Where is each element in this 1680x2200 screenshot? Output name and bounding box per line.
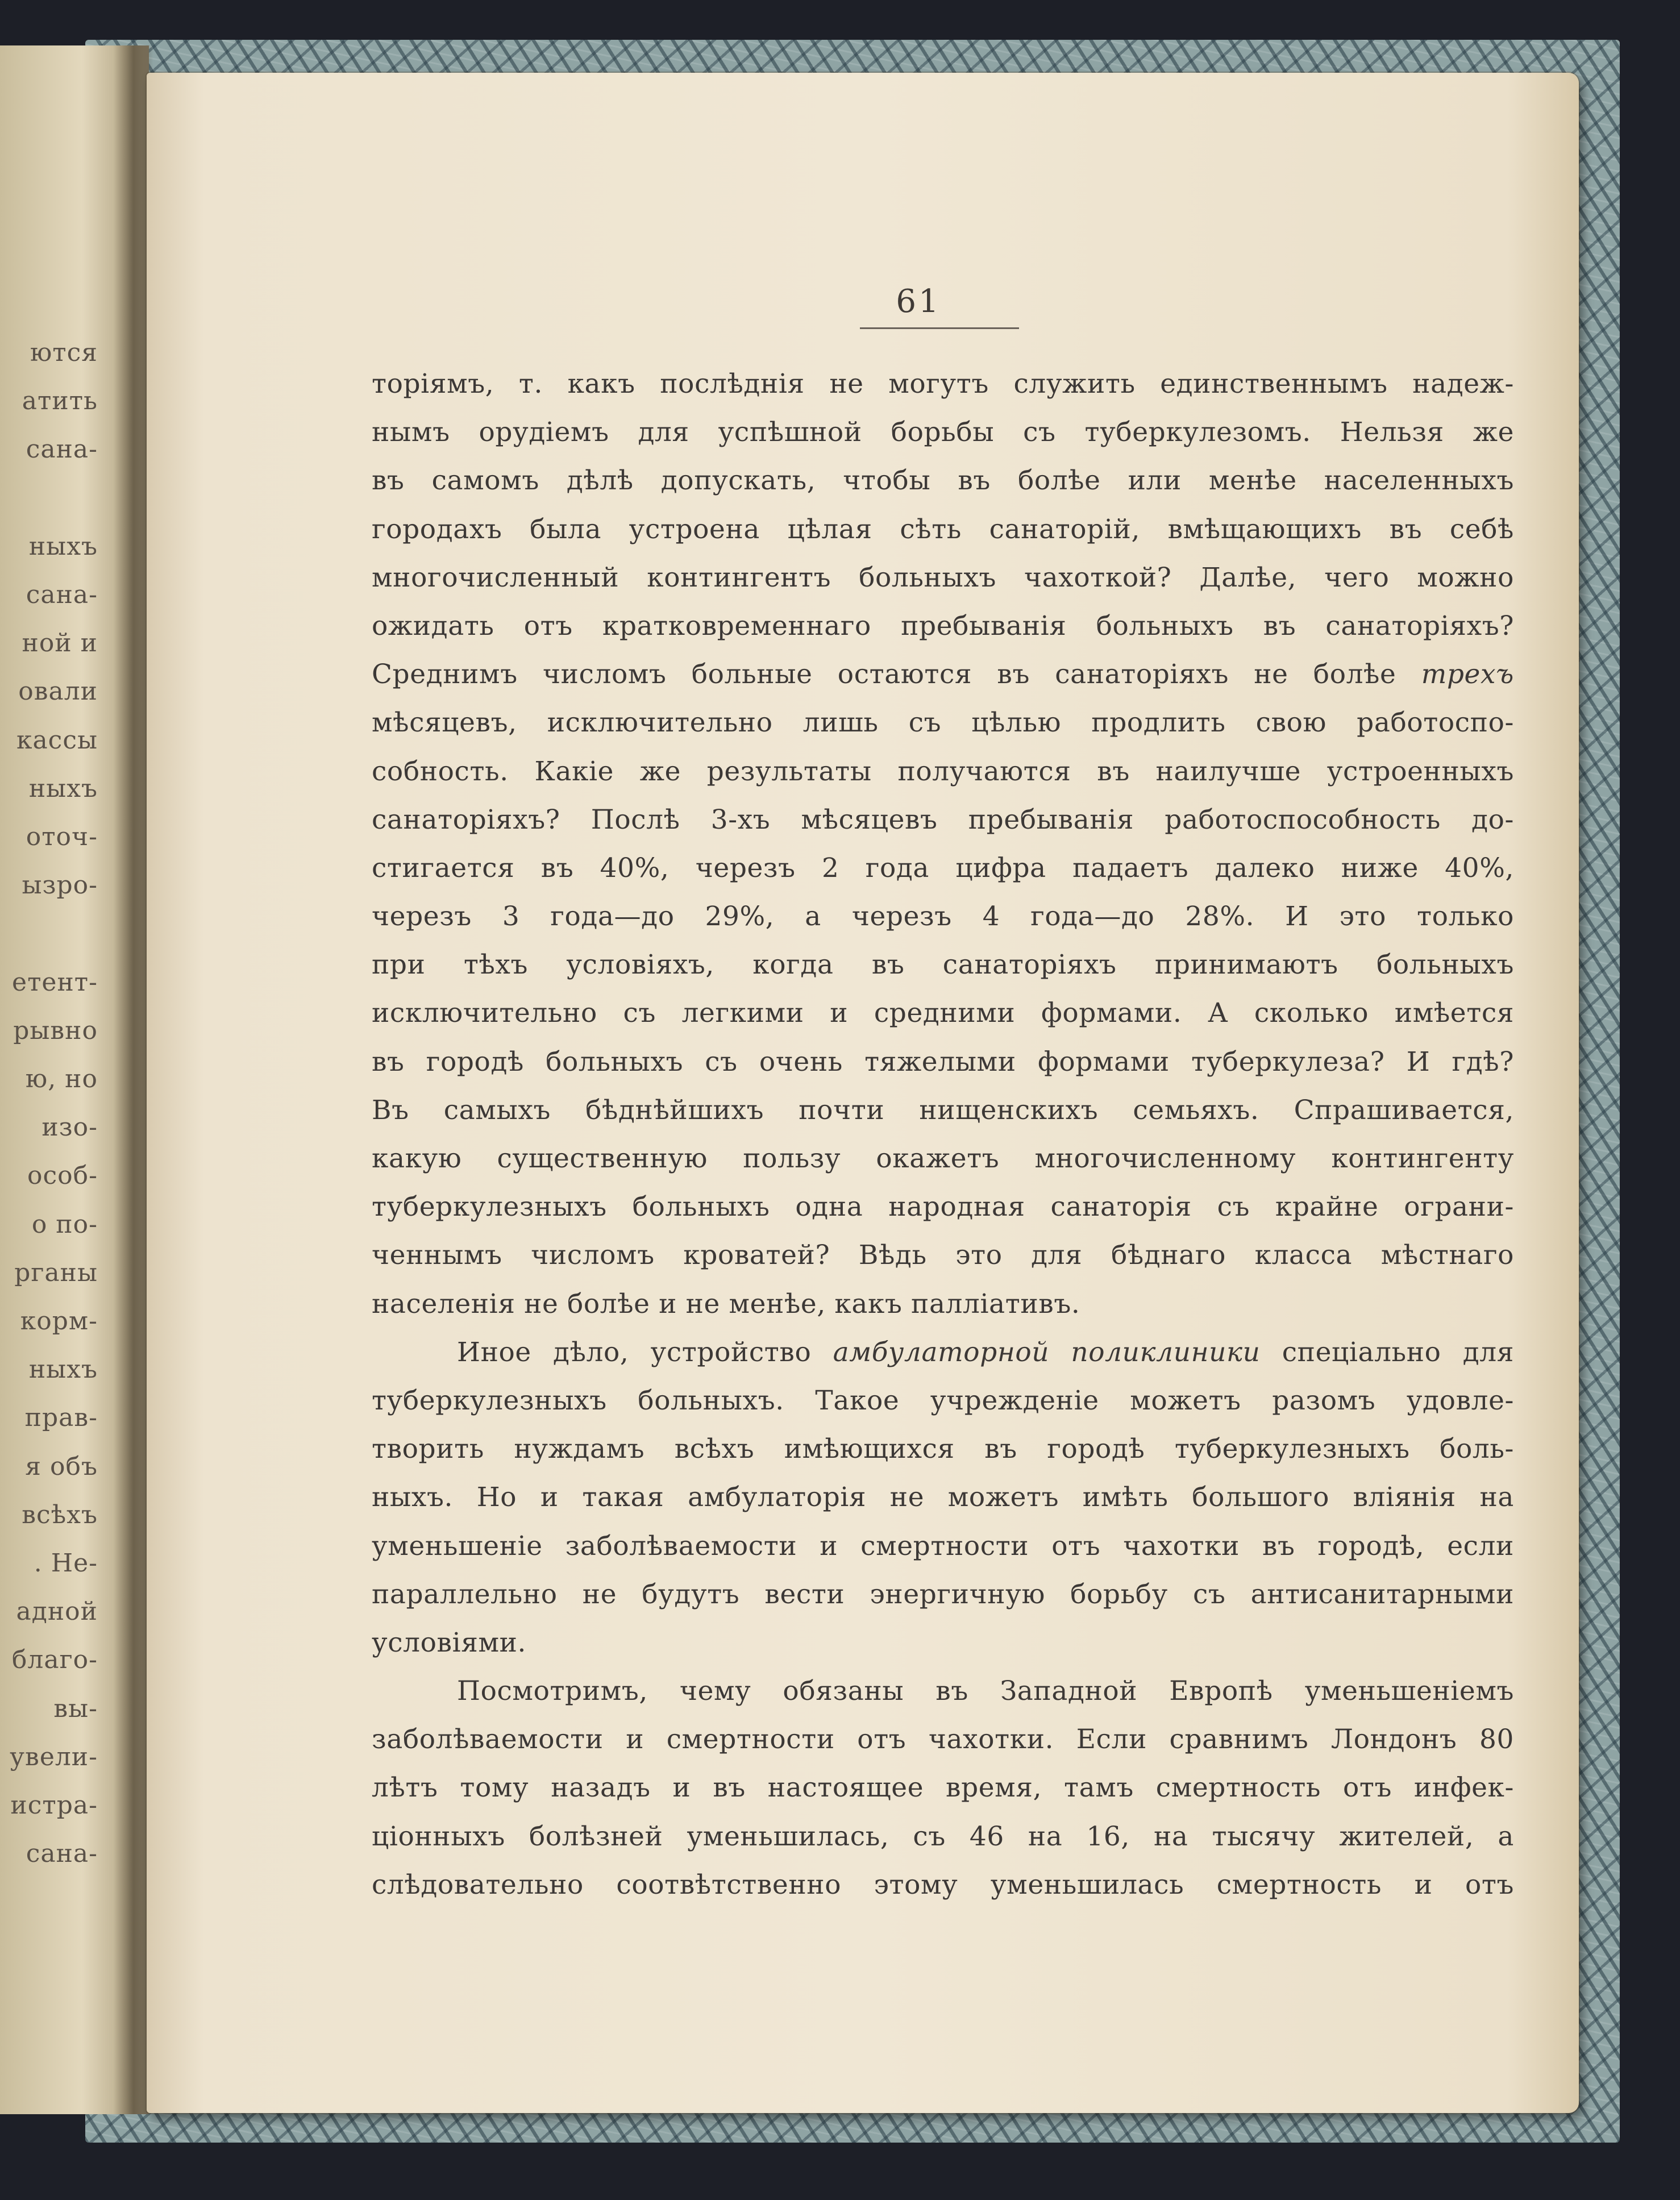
text-line: городахъ была устроена цѣлая сѣть санаторій, вмѣщающихъ въ себѣ — [372, 513, 1514, 545]
text-line: заболѣваемости и смертности отъ чахотки. Если сравнимъ Лондонъ 80 — [372, 1724, 1514, 1756]
text-line: санаторіяхъ? Послѣ 3-хъ мѣсяцевъ пребыванія работоспособность до- — [372, 804, 1514, 835]
previous-page-fragment: увели- — [10, 1742, 98, 1771]
text-line: въ городѣ больныхъ съ очень тяжелыми формами туберкулеза? И гдѣ? — [372, 1046, 1514, 1078]
text-line: при тѣхъ условіяхъ, когда въ санаторіяхъ принимаютъ больныхъ — [372, 949, 1514, 981]
previous-page-fragment: корм- — [20, 1307, 98, 1336]
previous-page-fragment: особ- — [27, 1161, 98, 1191]
text-line: ожидать отъ кратковременнаго пребыванія больныхъ въ санаторіяхъ? — [372, 610, 1514, 642]
text-line: стигается въ 40%, черезъ 2 года цифра падаетъ далеко ниже 40%, — [372, 852, 1514, 884]
text-line: ныхъ. Но и такая амбулаторія не можетъ имѣть большого вліянія на — [372, 1482, 1514, 1513]
previous-page-fragment: ызро- — [22, 871, 98, 900]
text-line: торіямъ, т. какъ послѣднія не могутъ служить единственнымъ надеж- — [372, 368, 1514, 400]
paragraph-2 — [372, 1328, 1514, 1667]
text-line: въ самомъ дѣлѣ допускать, чтобы въ болѣе или менѣе населенныхъ — [372, 465, 1514, 497]
previous-page-fragment: о по- — [31, 1209, 98, 1239]
text-line: мѣсяцевъ, исключительно лишь съ цѣлью продлить свою работоспо- — [372, 707, 1514, 739]
text-line: Въ самыхъ бѣднѣйшихъ почти нищенскихъ семьяхъ. Спрашивается, — [372, 1094, 1514, 1126]
text-line: туберкулезныхъ больныхъ одна народная санаторія съ крайне ограни- — [372, 1191, 1514, 1223]
previous-page-fragment: сана- — [26, 580, 98, 609]
previous-page-fragment: сана- — [26, 435, 98, 464]
previous-page-fragment: етент- — [12, 967, 98, 997]
paragraph-1 — [372, 360, 1514, 1328]
text-line: населенія не болѣе и не менѣе, какъ палліативъ. — [372, 1288, 1080, 1320]
previous-page-fragment: прав- — [24, 1403, 98, 1433]
previous-page-fragment: изо- — [41, 1113, 98, 1142]
previous-page-fragment: сана- — [26, 1839, 98, 1869]
text-line: туберкулезныхъ больныхъ. Такое учрежденіе можетъ разомъ удовле- — [372, 1384, 1514, 1416]
previous-page-fragment: истра- — [10, 1791, 98, 1820]
text-line: исключительно съ легкими и средними формами. А сколько имѣется — [372, 997, 1514, 1029]
previous-page-fragment: . Не- — [34, 1549, 98, 1578]
page-number-rule — [860, 327, 1019, 329]
previous-page-fragment: рывно — [13, 1016, 98, 1045]
previous-page-fragment: ныхъ — [28, 773, 98, 803]
text-line: параллельно не будутъ вести энергичную борьбу съ антисанитарными — [372, 1578, 1514, 1610]
text-line: черезъ 3 года—до 29%, а черезъ 4 года—до 28%. И это только — [372, 901, 1514, 933]
text-line: собность. Какіе же результаты получаются въ наилучше устроенныхъ — [372, 755, 1514, 787]
text-span: спеціально для — [1282, 1336, 1514, 1368]
italic-word: трехъ — [1421, 659, 1514, 691]
previous-page-fragment: ю, но — [25, 1064, 98, 1093]
text-line: ченнымъ числомъ кроватей? Вѣдь это для бѣднаго класса мѣстнаго — [372, 1240, 1514, 1271]
previous-page-fragment: благо- — [11, 1645, 98, 1675]
text-line — [372, 650, 1514, 698]
paragraph-3 — [372, 1667, 1514, 1909]
previous-page-fragment: оточ- — [26, 822, 98, 851]
text-line — [372, 1328, 1514, 1376]
previous-page-fragment: я объ — [25, 1452, 98, 1481]
previous-page-fragment: ныхъ — [28, 1355, 98, 1384]
text-line: Посмотримъ, чему обязаны въ Западной Европѣ уменьшеніемъ — [457, 1675, 1514, 1707]
text-line: нымъ орудіемъ для успѣшной борьбы съ туберкулезомъ. Нельзя же — [372, 417, 1514, 448]
book-page — [147, 73, 1579, 2113]
previous-page-fragment: ныхъ — [28, 531, 98, 561]
text-line: слѣдовательно соотвѣтственно этому уменьшилась смертность и отъ — [372, 1869, 1514, 1900]
previous-page-fragment: рганы — [14, 1258, 98, 1287]
text-line: условіями. — [372, 1627, 527, 1658]
text-line: лѣтъ тому назадъ и въ настоящее время, тамъ смертность отъ инфек- — [372, 1772, 1514, 1804]
previous-page-fragment: адной — [16, 1597, 98, 1627]
previous-page-fragment: всѣхъ — [22, 1500, 98, 1529]
text-line: творить нуждамъ всѣхъ имѣющихся въ городѣ туберкулезныхъ боль- — [372, 1433, 1514, 1465]
previous-page-fragment: кассы — [16, 725, 98, 755]
previous-page-fragment: овали — [18, 677, 98, 706]
previous-page-fragment: вы- — [53, 1694, 98, 1723]
previous-page-fragment: ются — [30, 338, 98, 367]
body-text — [372, 360, 1514, 1909]
text-line: какую существенную пользу окажетъ многочисленному контингенту — [372, 1143, 1514, 1174]
previous-page-fragment: атить — [22, 386, 98, 416]
text-span: Иное дѣло, устройство — [457, 1336, 812, 1368]
italic-phrase: амбулаторной поликлиники — [833, 1336, 1261, 1368]
text-line: ціонныхъ болѣзней уменьшилась, съ 46 на 16, на тысячу жителей, а — [372, 1820, 1514, 1852]
page-number: 61 — [896, 283, 941, 320]
previous-page-fragment: ной и — [22, 629, 98, 658]
text-line: многочисленный контингентъ больныхъ чахоткой? Далѣе, чего можно — [372, 562, 1514, 593]
text-span: Среднимъ числомъ больные остаются въ санаторіяхъ не болѣе — [372, 659, 1396, 691]
text-line: уменьшеніе заболѣваемости и смертности отъ чахотки въ городѣ, если — [372, 1530, 1514, 1562]
